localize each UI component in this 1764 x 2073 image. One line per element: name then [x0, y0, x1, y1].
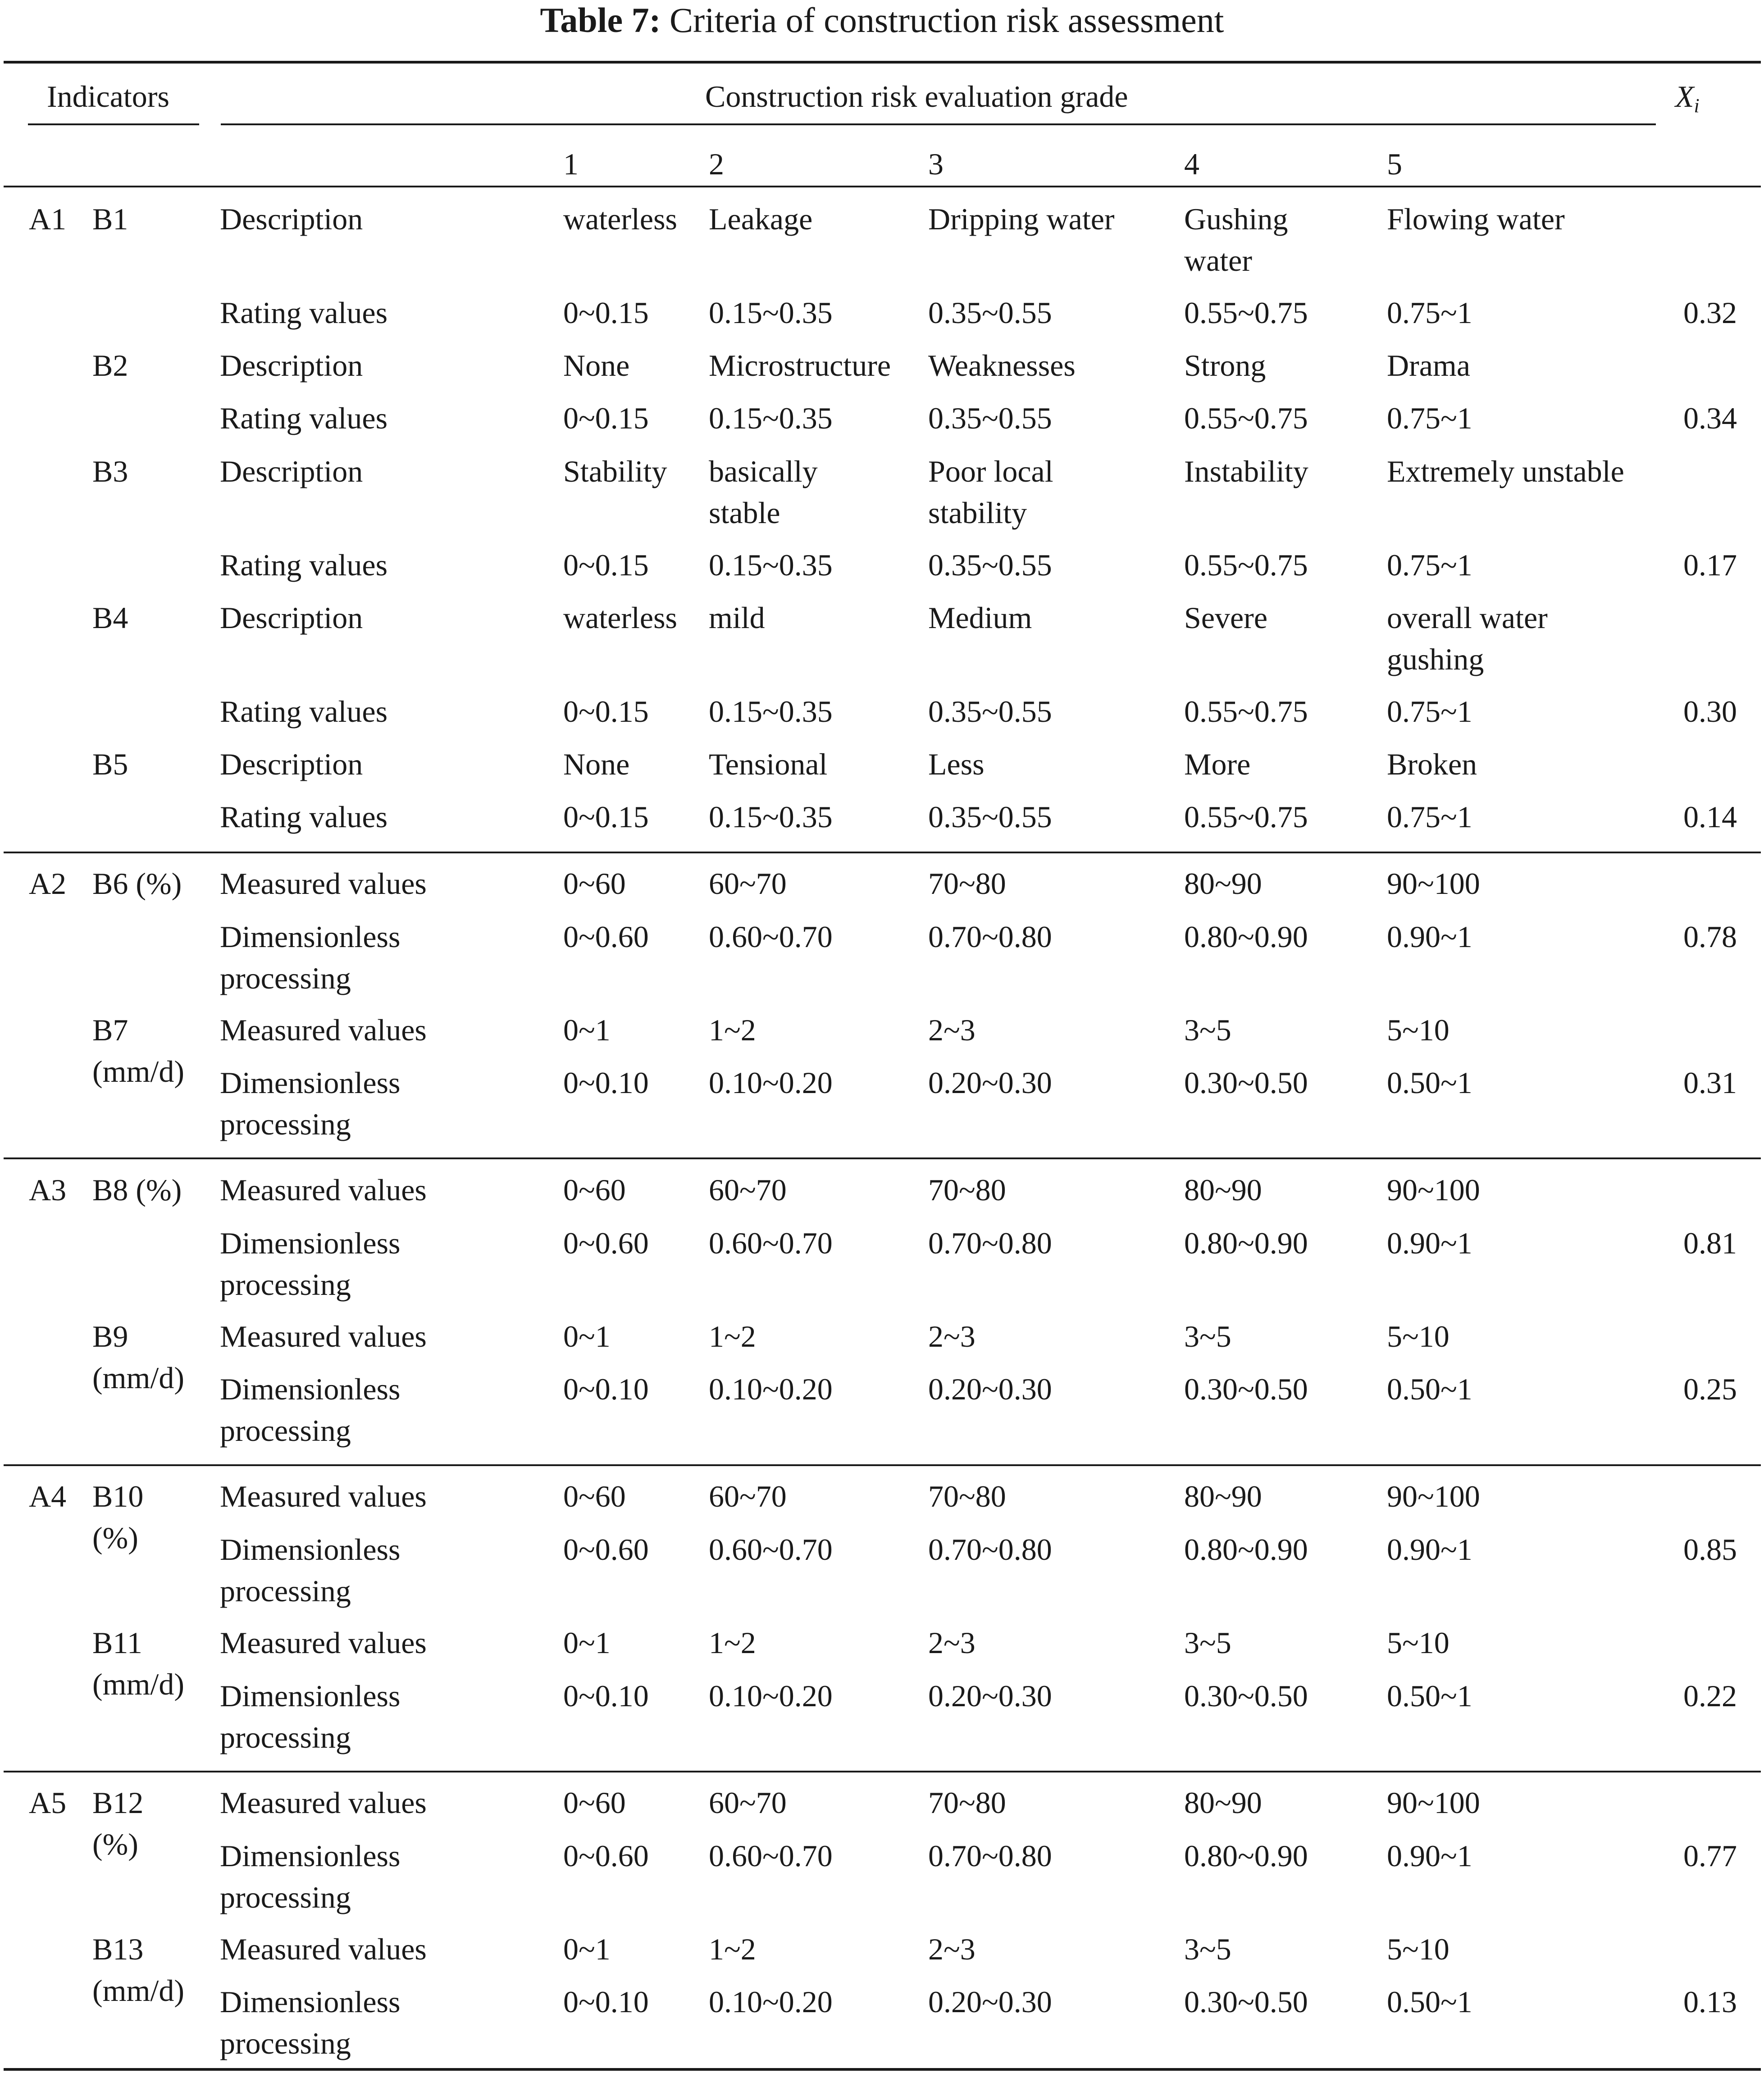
xi-value: 0.77	[1683, 1839, 1737, 1873]
table-cell: 0~1	[563, 1932, 611, 1966]
table-cell: 0~60	[563, 1786, 626, 1820]
row-label: Description	[220, 454, 363, 488]
table-caption	[0, 0, 1764, 41]
table-cell: 0.60~0.70	[709, 1226, 833, 1260]
table-cell: 0~1	[563, 1013, 611, 1047]
table-cell: 0~0.10	[563, 1066, 649, 1100]
row-label: Rating values	[220, 548, 388, 582]
table-cell: 3~5	[1184, 1626, 1231, 1660]
table-cell: Drama	[1387, 348, 1471, 383]
indicator-unit: (%)	[92, 1827, 138, 1861]
table-cell: 0.15~0.35	[709, 800, 833, 834]
table-cell: mild	[709, 601, 765, 635]
table-cell: 0~0.15	[563, 296, 649, 330]
table-cell: Tensional	[709, 747, 828, 781]
table-cell: 0.30~0.50	[1184, 1066, 1308, 1100]
table-cell: Severe	[1184, 601, 1268, 635]
table-cell: 90~100	[1387, 1786, 1480, 1820]
row-label: Dimensionless	[220, 1985, 401, 2019]
table-cell: Dripping water	[928, 202, 1115, 236]
table-cell: 70~80	[928, 866, 1006, 901]
grade-3: 3	[928, 147, 944, 181]
table-cell: 0.60~0.70	[709, 1839, 833, 1873]
table-cell: 0.80~0.90	[1184, 1532, 1308, 1567]
indicator-unit: (%)	[92, 1521, 138, 1555]
indicator-b1: B1	[92, 202, 128, 236]
header-indicators: Indicators	[47, 79, 169, 114]
table-cell: 1~2	[709, 1013, 756, 1047]
row-label: processing	[220, 2026, 351, 2060]
grade-underline	[221, 123, 1656, 125]
table-cell: 0.35~0.55	[928, 548, 1052, 582]
table-cell: 5~10	[1387, 1626, 1449, 1660]
indicator-unit: (mm/d)	[92, 1361, 184, 1395]
row-label: Dimensionless	[220, 1226, 401, 1260]
table-cell: 0.30~0.50	[1184, 1372, 1308, 1406]
indicator-unit: (mm/d)	[92, 1973, 184, 2008]
table-cell: 2~3	[928, 1319, 975, 1353]
row-label: processing	[220, 1720, 351, 1754]
xi-value: 0.14	[1683, 800, 1737, 834]
table-cell: 0.60~0.70	[709, 1532, 833, 1567]
table-cell: 0~1	[563, 1319, 611, 1353]
table-cell: 0~1	[563, 1626, 611, 1660]
row-label: processing	[220, 1574, 351, 1608]
table-cell: 0.35~0.55	[928, 694, 1052, 729]
group-rule-a3	[4, 1157, 1761, 1159]
table-cell: water	[1184, 243, 1253, 278]
row-label: processing	[220, 961, 351, 995]
table-cell: 0~0.10	[563, 1372, 649, 1406]
table-cell: 0.90~1	[1387, 1839, 1472, 1873]
table-cell: 0.15~0.35	[709, 296, 833, 330]
indicator-b13: B13	[92, 1932, 144, 1966]
indicators-underline	[28, 123, 199, 125]
table-cell: Leakage	[709, 202, 813, 236]
xi-value: 0.17	[1683, 548, 1737, 582]
table-cell: None	[563, 747, 630, 781]
bottom-rule	[4, 2068, 1761, 2071]
row-label: Dimensionless	[220, 1066, 401, 1100]
table-cell: 0~0.15	[563, 694, 649, 729]
table-cell: waterless	[563, 202, 678, 236]
table-cell: 0~0.60	[563, 920, 649, 954]
row-label: Dimensionless	[220, 1679, 401, 1713]
row-label: Description	[220, 747, 363, 781]
table-cell: 0.55~0.75	[1184, 548, 1308, 582]
table-cell: 0~0.15	[563, 401, 649, 435]
header-grade-title: Construction risk evaluation grade	[705, 79, 1128, 114]
table-cell: 0.10~0.20	[709, 1985, 833, 2019]
table-cell: 60~70	[709, 866, 787, 901]
table-cell: 0.50~1	[1387, 1679, 1472, 1713]
row-label: Dimensionless	[220, 920, 401, 954]
table-cell: Broken	[1387, 747, 1477, 781]
group-label-a5: A5	[29, 1786, 67, 1820]
table-cell: 60~70	[709, 1786, 787, 1820]
xi-value: 0.34	[1683, 401, 1737, 435]
table-cell: 0.15~0.35	[709, 548, 833, 582]
table-cell: 0.35~0.55	[928, 800, 1052, 834]
table-cell: 0.55~0.75	[1184, 694, 1308, 729]
table-cell: 0.55~0.75	[1184, 296, 1308, 330]
row-label: processing	[220, 1413, 351, 1448]
table-cell: basically	[709, 454, 818, 488]
x-label: X	[1675, 79, 1694, 114]
table-cell: 90~100	[1387, 1479, 1480, 1513]
table-cell: 0.70~0.80	[928, 1839, 1052, 1873]
table-cell: 70~80	[928, 1479, 1006, 1513]
table-cell: 5~10	[1387, 1319, 1449, 1353]
row-label: Rating values	[220, 401, 388, 435]
row-label: Rating values	[220, 800, 388, 834]
table-cell: 3~5	[1184, 1319, 1231, 1353]
table-cell: Weaknesses	[928, 348, 1076, 383]
xi-value: 0.85	[1683, 1532, 1737, 1567]
indicator-b10: B10	[92, 1479, 144, 1513]
table-cell: 3~5	[1184, 1013, 1231, 1047]
table-cell: 70~80	[928, 1786, 1006, 1820]
table-cell: 0.15~0.35	[709, 401, 833, 435]
table-cell: 0~0.15	[563, 548, 649, 582]
table-cell: 0~0.15	[563, 800, 649, 834]
grade-5: 5	[1387, 147, 1402, 181]
row-label: Description	[220, 348, 363, 383]
header-rule	[4, 186, 1761, 187]
table-cell: 0.15~0.35	[709, 694, 833, 729]
group-label-a2: A2	[29, 866, 67, 901]
table-cell: 60~70	[709, 1479, 787, 1513]
grade-1: 1	[563, 147, 579, 181]
top-rule	[4, 61, 1761, 64]
group-rule-a4	[4, 1464, 1761, 1466]
table-cell: 0.70~0.80	[928, 920, 1052, 954]
row-label: Measured values	[220, 1932, 427, 1966]
table-cell: 2~3	[928, 1932, 975, 1966]
table-cell: 0.70~0.80	[928, 1532, 1052, 1567]
row-label: Description	[220, 202, 363, 236]
indicator-b5: B5	[92, 747, 128, 781]
table-cell: Flowing water	[1387, 202, 1565, 236]
header-x-i	[1675, 76, 1700, 127]
table-cell: 80~90	[1184, 1786, 1262, 1820]
table-cell: stable	[709, 496, 780, 530]
table-cell: 0.20~0.30	[928, 1679, 1052, 1713]
table-cell: Microstructure	[709, 348, 891, 383]
table-cell: 0~0.10	[563, 1679, 649, 1713]
table-cell: 5~10	[1387, 1013, 1449, 1047]
table-cell: 0.90~1	[1387, 1226, 1472, 1260]
table-cell: stability	[928, 496, 1027, 530]
table-cell: Stability	[563, 454, 667, 488]
x-subscript: i	[1694, 95, 1700, 117]
table-cell: 2~3	[928, 1626, 975, 1660]
row-label: processing	[220, 1107, 351, 1141]
table-cell: 0.30~0.50	[1184, 1985, 1308, 2019]
table-cell: 3~5	[1184, 1932, 1231, 1966]
grade-4: 4	[1184, 147, 1199, 181]
table-cell: 90~100	[1387, 1173, 1480, 1207]
row-label: Dimensionless	[220, 1372, 401, 1406]
xi-value: 0.22	[1683, 1679, 1737, 1713]
table-cell: 0.10~0.20	[709, 1066, 833, 1100]
table-cell: 0.55~0.75	[1184, 401, 1308, 435]
indicator-b6: B6 (%)	[92, 866, 182, 901]
table-cell: 0.80~0.90	[1184, 1839, 1308, 1873]
group-rule-a2	[4, 852, 1761, 853]
table-cell: 0.35~0.55	[928, 401, 1052, 435]
table-cell: 60~70	[709, 1173, 787, 1207]
row-label: Measured values	[220, 1786, 427, 1820]
table-cell: 5~10	[1387, 1932, 1449, 1966]
table-cell: 80~90	[1184, 866, 1262, 901]
indicator-unit: (mm/d)	[92, 1667, 184, 1701]
xi-value: 0.25	[1683, 1372, 1737, 1406]
table-cell: 0.10~0.20	[709, 1679, 833, 1713]
table-cell: Extremely unstable	[1387, 454, 1624, 488]
table-cell: 0.90~1	[1387, 920, 1472, 954]
caption-title: Criteria of construction risk assessment	[670, 0, 1224, 40]
table-cell: 0.80~0.90	[1184, 1226, 1308, 1260]
table-cell: 0.75~1	[1387, 401, 1472, 435]
table-cell: 1~2	[709, 1932, 756, 1966]
table-cell: 0~60	[563, 866, 626, 901]
table-cell: 0~0.10	[563, 1985, 649, 2019]
table-cell: waterless	[563, 601, 678, 635]
table-cell: 0.75~1	[1387, 296, 1472, 330]
indicator-b2: B2	[92, 348, 128, 383]
xi-value: 0.32	[1683, 296, 1737, 330]
row-label: Measured values	[220, 1319, 427, 1353]
table-cell: None	[563, 348, 630, 383]
row-label: Rating values	[220, 694, 388, 729]
table-cell: 0.60~0.70	[709, 920, 833, 954]
row-label: processing	[220, 1880, 351, 1914]
table-cell: 1~2	[709, 1319, 756, 1353]
table-cell: 0~0.60	[563, 1532, 649, 1567]
table-cell: 0.20~0.30	[928, 1066, 1052, 1100]
table-cell: Medium	[928, 601, 1032, 635]
table-cell: 0.20~0.30	[928, 1985, 1052, 2019]
xi-value: 0.30	[1683, 694, 1737, 729]
table-cell: gushing	[1387, 642, 1484, 676]
table-cell: 0.50~1	[1387, 1066, 1472, 1100]
row-label: Dimensionless	[220, 1839, 401, 1873]
row-label: processing	[220, 1267, 351, 1302]
table-cell: 1~2	[709, 1626, 756, 1660]
table-cell: 0.70~0.80	[928, 1226, 1052, 1260]
table-cell: 0.80~0.90	[1184, 920, 1308, 954]
table-cell: 0.50~1	[1387, 1372, 1472, 1406]
row-label: Measured values	[220, 1013, 427, 1047]
group-label-a3: A3	[29, 1173, 67, 1207]
table-cell: Instability	[1184, 454, 1308, 488]
table-cell: 0.10~0.20	[709, 1372, 833, 1406]
grade-2: 2	[709, 147, 724, 181]
row-label: Measured values	[220, 1626, 427, 1660]
table-cell: 0.50~1	[1387, 1985, 1472, 2019]
table-cell: More	[1184, 747, 1251, 781]
table-cell: 0~60	[563, 1479, 626, 1513]
table-cell: Gushing	[1184, 202, 1288, 236]
indicator-b7: B7	[92, 1013, 128, 1047]
row-label: Measured values	[220, 1173, 427, 1207]
xi-value: 0.78	[1683, 920, 1737, 954]
group-label-a1: A1	[29, 202, 67, 236]
caption-label: Table 7:	[540, 0, 661, 40]
table-cell: Less	[928, 747, 985, 781]
table-cell: 90~100	[1387, 866, 1480, 901]
table-cell: 80~90	[1184, 1173, 1262, 1207]
table-cell: 80~90	[1184, 1479, 1262, 1513]
group-rule-a5	[4, 1771, 1761, 1772]
group-label-a4: A4	[29, 1479, 67, 1513]
table-cell: 0.75~1	[1387, 800, 1472, 834]
indicator-unit: (mm/d)	[92, 1054, 184, 1089]
row-label: Measured values	[220, 1479, 427, 1513]
indicator-b4: B4	[92, 601, 128, 635]
xi-value: 0.31	[1683, 1066, 1737, 1100]
table-cell: 0~60	[563, 1173, 626, 1207]
xi-value: 0.81	[1683, 1226, 1737, 1260]
table-cell: overall water	[1387, 601, 1548, 635]
table-cell: 0.90~1	[1387, 1532, 1472, 1567]
table-cell: 2~3	[928, 1013, 975, 1047]
indicator-b3: B3	[92, 454, 128, 488]
table-cell: 0.75~1	[1387, 694, 1472, 729]
table-cell: 70~80	[928, 1173, 1006, 1207]
table-cell: 0.75~1	[1387, 548, 1472, 582]
indicator-b11: B11	[92, 1626, 142, 1660]
table-cell: 0.35~0.55	[928, 296, 1052, 330]
row-label: Dimensionless	[220, 1532, 401, 1567]
indicator-b8: B8 (%)	[92, 1173, 182, 1207]
table-cell: Strong	[1184, 348, 1266, 383]
table-cell: 0.20~0.30	[928, 1372, 1052, 1406]
table-cell: 0.55~0.75	[1184, 800, 1308, 834]
row-label: Measured values	[220, 866, 427, 901]
indicator-b9: B9	[92, 1319, 128, 1353]
table-cell: 0.30~0.50	[1184, 1679, 1308, 1713]
table-cell: Poor local	[928, 454, 1053, 488]
table-cell: 0~0.60	[563, 1839, 649, 1873]
row-label: Description	[220, 601, 363, 635]
row-label: Rating values	[220, 296, 388, 330]
table-cell: 0~0.60	[563, 1226, 649, 1260]
indicator-b12: B12	[92, 1786, 144, 1820]
xi-value: 0.13	[1683, 1985, 1737, 2019]
